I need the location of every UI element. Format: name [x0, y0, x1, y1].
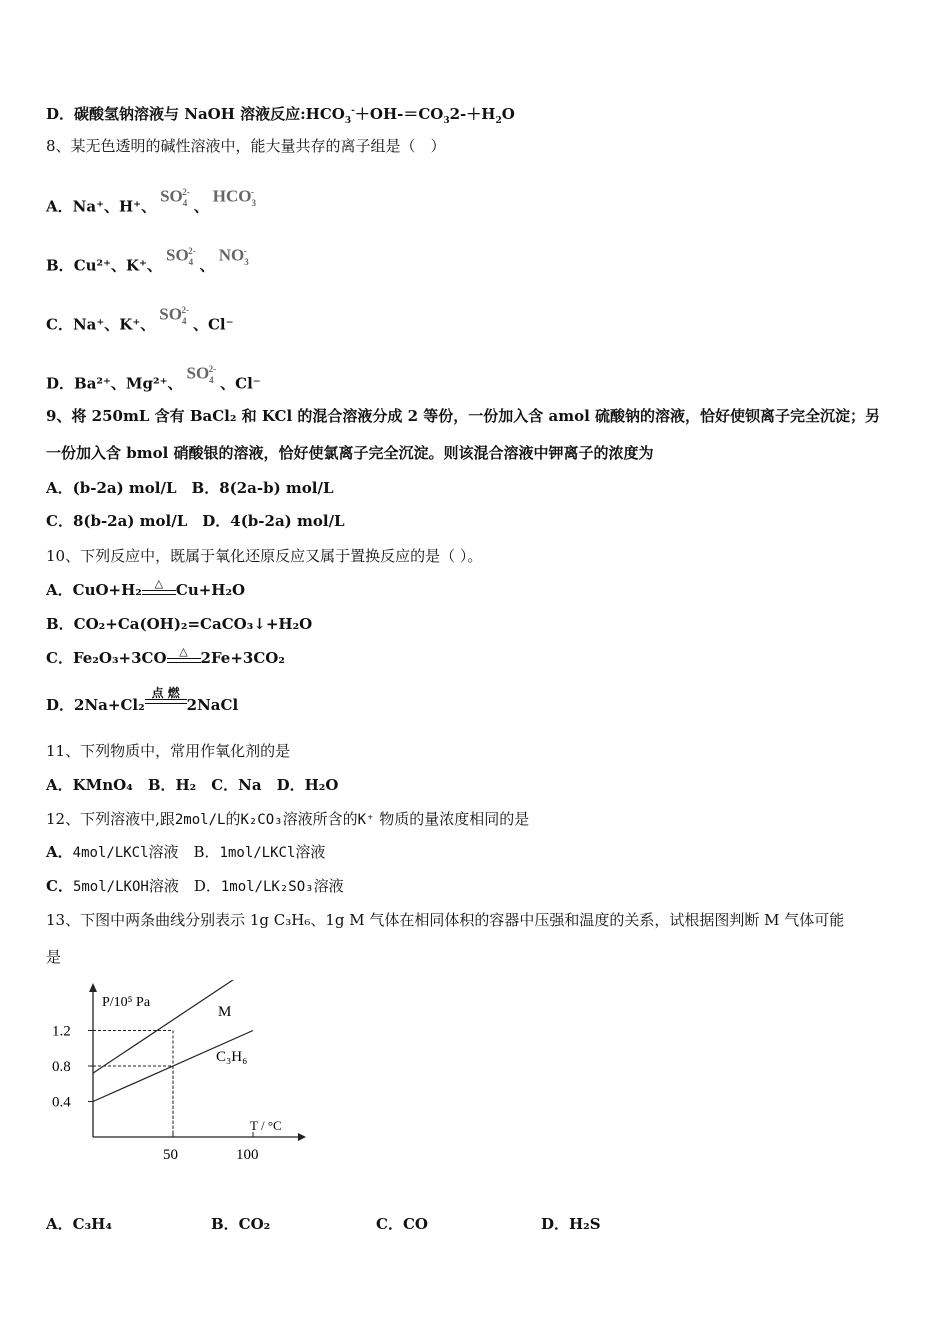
ignite-condition-arrow: 点 燃: [145, 695, 187, 715]
q10-option-d: D．2Na+Cl₂ 点 燃 2NaCl: [46, 686, 239, 714]
ion-formula: $SO_4^{2-}$: [165, 245, 196, 268]
q8-option-c: C．Na⁺、K⁺、$SO_4^{2-}$、Cl⁻: [46, 300, 234, 335]
x-axis-label: T / °C: [250, 1118, 282, 1133]
guide-line: [93, 1066, 173, 1137]
q12-options-cd: C．5mol/LKOH溶液 D．1mol/LK₂SO₃溶液: [46, 877, 344, 895]
q9-line1: 9、将 250mL 含有 BaCl₂ 和 KCl 的混合溶液分成 2 等份，一份加入含 amol 硫酸钠的溶液，恰好使钡离子完全沉淀；另: [46, 407, 880, 425]
y-tick-label: 0.4: [52, 1094, 71, 1111]
q9-line2: 一份加入含 bmol 硝酸银的溶液，恰好使氯离子完全沉淀。则该混合溶液中钾离子的浓度为: [46, 444, 654, 462]
y-axis-label: P/10⁵ Pa: [102, 995, 151, 1010]
q13-option-a: A．C₃H₄: [46, 1215, 112, 1233]
series-label-m: M: [218, 1004, 232, 1020]
q9-options-cd: C．8(b-2a) mol/L D．4(b-2a) mol/L: [46, 512, 345, 530]
q13-option-d: D．H₂S: [541, 1215, 601, 1233]
q10-stem: 10、下列反应中，既属于氧化还原反应又属于置换反应的是（ ）。: [46, 547, 483, 565]
q8-option-a: A．Na⁺、H⁺、$SO_4^{2-}$、$HCO_3^-$: [46, 182, 258, 217]
q12-options-ab: A．4mol/LKCl溶液 B．1mol/LKCl溶液: [46, 843, 326, 861]
q10-option-b: B．CO₂+Ca(OH)₂=CaCO₃↓+H₂O: [46, 615, 313, 633]
y-axis-arrow-icon: [89, 983, 97, 992]
y-tick-label: 1.2: [52, 1023, 71, 1040]
heat-condition-arrow: △: [142, 580, 176, 600]
q8-stem: 8、某无色透明的碱性溶液中，能大量共存的离子组是（ ）: [46, 137, 446, 155]
q8-option-d: D．Ba²⁺、Mg²⁺、$SO_4^{2-}$、Cl⁻: [46, 359, 261, 394]
q10-option-c: C．Fe₂O₃+3CO △ 2Fe+3CO₂: [46, 645, 285, 667]
q13-option-b: B．CO₂: [211, 1215, 271, 1233]
q7-option-d: D．碳酸氢钠溶液与 NaOH 溶液反应$:HCO_3^-+OH-=CO_32-+H_2O$: [46, 105, 515, 126]
ion-formula: $SO_4^{2-}$: [160, 186, 190, 209]
heat-condition-arrow: △: [167, 648, 201, 668]
q8-option-b: B．Cu²⁺、K⁺、$SO_4^{2-}$、$NO_3^-$: [46, 241, 251, 276]
q9-options-ab: A．(b-2a) mol/L B．8(2a-b) mol/L: [46, 479, 334, 497]
series-label-c3h6: C₃H₆: [216, 1049, 248, 1065]
y-tick-label: 0.8: [52, 1059, 71, 1075]
q13-line1: 13、下图中两条曲线分别表示 1g C₃H₆、1g M 气体在相同体积的容器中压强和温度的关系，试根据图判断 M 气体可能: [46, 911, 845, 929]
q13-line2: 是: [46, 948, 62, 966]
ion-formula: $HCO_3^-$: [212, 186, 257, 209]
x-tick-label: 100: [236, 1147, 259, 1163]
q11-options: A．KMnO₄ B．H₂ C．Na D．H₂O: [46, 776, 339, 794]
ion-formula: $NO_3^-$: [218, 245, 249, 268]
q11-stem: 11、下列物质中，常用作氧化剂的是: [46, 742, 291, 760]
q13-option-c: C．CO: [376, 1215, 428, 1233]
x-axis-arrow-icon: [298, 1133, 306, 1141]
q12-stem: 12、下列溶液中,跟2mol/L的K₂CO₃溶液所含的K⁺ 物质的量浓度相同的是: [46, 810, 530, 828]
ion-formula: $SO_4^{2-}$: [186, 363, 217, 386]
ion-formula: $SO_4^{2-}$: [159, 304, 189, 327]
x-tick-label: 50: [163, 1147, 178, 1163]
q10-option-a: A．CuO+H₂ △ Cu+H₂O: [46, 577, 246, 599]
pressure-temperature-chart: [40, 980, 310, 1170]
